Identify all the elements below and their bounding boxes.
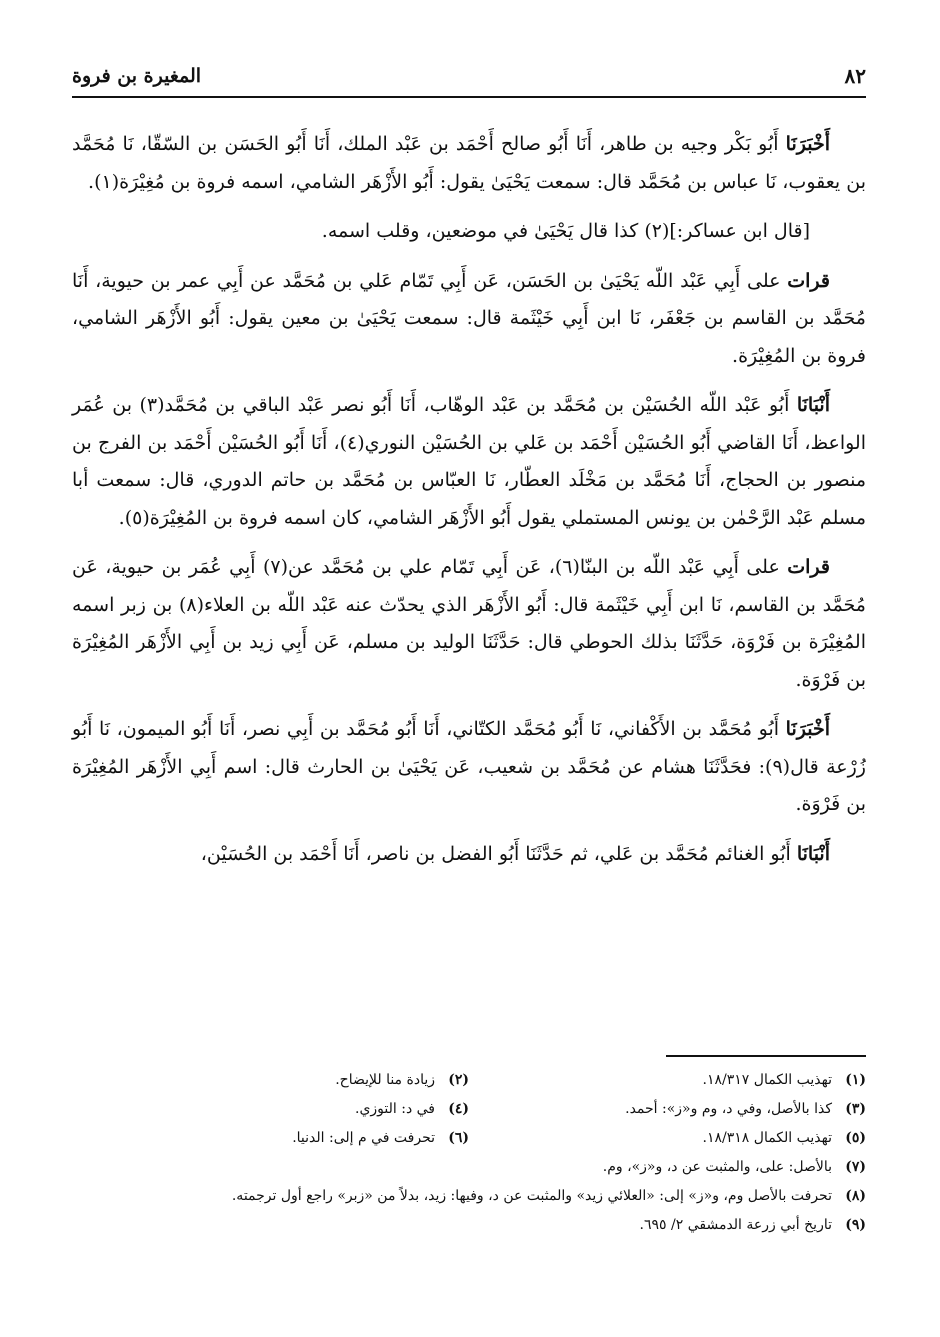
footnote-text: تحرفت بالأصل وم، و«ز» إلى: «العلائي زيد» والمثبت عن د، وفيها: زيد، بدلاً من «زبر» راجع أول ترجمته. — [231, 1188, 832, 1204]
footnote-1 — [469, 1066, 866, 1095]
footnote-row — [72, 1211, 866, 1240]
running-title: المغيرة بن فروة — [72, 65, 202, 87]
footnote-number: (٨) — [845, 1188, 866, 1204]
footnote-text: تهذيب الكمال ١٨/٣١٧. — [702, 1072, 832, 1088]
paragraph-text: على أَبِي عَبْد اللّه بن البنّا(٦)، عَن أَبِي تَمّام علي بن مُحَمَّد عن(٧) أَبِي عُمَر بن حيوية، عَن مُحَمَّد بن القاسم، نَا ابن أَبِي خَيْثَمة قال: أَبُو الأَزْهَر الذي يحدّث عنه عَبْد اللّه بن العلاء(٨) بن زبر اسمه المُغِيْرَة بن فَرْوَة، حَدَّثَنَا بذلك الحوطي قال: حَدَّثَنَا الوليد بن مسلم، عَن أَبِي زيد بن أَبِي الأَزْهَر المُغِيْرَة بن فَرْوَة. — [72, 556, 866, 691]
paragraph-text: أَبُو الغنائم مُحَمَّد بن عَلي، ثم حَدَّثَنَا أَبُو الفضل بن ناصر، أَنَا أَحْمَد بن الحُسَيْن، — [200, 842, 797, 865]
paragraph-4 — [72, 387, 866, 537]
footnote-6 — [72, 1124, 469, 1153]
footnote-row — [72, 1182, 866, 1211]
footnote-number: (٥) — [845, 1130, 866, 1146]
footnote-text: بالأصل: على، والمثبت عن د، و«ز»، وم. — [602, 1159, 832, 1175]
footnotes — [72, 1066, 866, 1240]
paragraph-3 — [72, 263, 866, 376]
footnote-number: (٣) — [845, 1101, 866, 1117]
paragraph-7 — [72, 836, 866, 874]
paragraph-text: أَبُو مُحَمَّد بن الأَكْفاني، نَا أَبُو مُحَمَّد الكتّاني، أَنَا أَبُو مُحَمَّد بن أَبِي نصر، أَنَا أَبُو الميمون، نَا أَبُو زُرْعة قال(٩): فحَدَّثَنَا هشام عن مُحَمَّد بن شعيب، عَن يَحْيَىٰ بن الحارث قال: اسم أَبِي الأَزْهَر المُغِيْرَة بن فَرْوَة. — [72, 718, 866, 815]
footnote-text: زيادة منا للإيضاح. — [335, 1072, 435, 1088]
footnote-text: تاريخ أبي زرعة الدمشقي ٢/ ٦٩٥. — [639, 1217, 832, 1233]
page-header — [72, 56, 866, 98]
paragraph-5 — [72, 549, 866, 699]
footnote-number: (٤) — [448, 1101, 469, 1117]
footnote-number: (٩) — [845, 1217, 866, 1233]
footnote-7 — [72, 1153, 866, 1182]
footnote-9 — [72, 1211, 866, 1240]
paragraph-lead: أَخْبَرَنَا — [785, 718, 830, 740]
footnote-number: (١) — [845, 1072, 866, 1088]
paragraph-lead: قرات — [787, 556, 830, 578]
paragraph-lead: قرات — [787, 269, 830, 292]
footnote-4 — [72, 1095, 469, 1124]
paragraph-6 — [72, 711, 866, 824]
paragraph-2 — [72, 213, 866, 251]
paragraph-lead: أَنْبَانَا — [796, 394, 830, 416]
footnote-3 — [469, 1095, 866, 1124]
footnote-5 — [469, 1124, 866, 1153]
footnote-row — [72, 1095, 866, 1124]
footnote-text: كذا بالأصل، وفي د، وم و«ز»: أحمد. — [625, 1101, 832, 1117]
main-text — [72, 126, 866, 885]
footnote-number: (٧) — [845, 1159, 866, 1175]
footnote-text: تحرفت في م إلى: الدنيا. — [292, 1130, 435, 1146]
footnote-row — [72, 1066, 866, 1095]
paragraph-text: [قال ابن عساكر:](٢) كذا قال يَحْيَىٰ في موضعين، وقلب اسمه. — [321, 220, 810, 242]
page-number: ٨٢ — [844, 64, 866, 88]
footnote-row — [72, 1153, 866, 1182]
paragraph-lead: أَخْبَرَنَا — [785, 133, 830, 155]
paragraph-1 — [72, 126, 866, 201]
paragraph-text: أَبُو بَكْر وجيه بن طاهر، أَنَا أَبُو صالح أَحْمَد بن عَبْد الملك، أَنَا أَبُو الحَسَن بن السّقّا، نَا مُحَمَّد بن يعقوب، نَا عباس بن مُحَمَّد قال: سمعت يَحْيَىٰ يقول: أَبُو الأَزْهَر الشامي، اسمه فروة بن مُغِيْرَة(١). — [72, 133, 866, 193]
footnote-2 — [72, 1066, 469, 1095]
footnote-text: في د: التوزي. — [355, 1101, 435, 1117]
paragraph-text: أَبُو عَبْد اللّه الحُسَيْن بن مُحَمَّد بن عَبْد الوهّاب، أَنَا أَبُو نصر عَبْد الباقي بن مُحَمَّد(٣) بن عُمَر الواعظ، أَنَا القاضي أَبُو الحُسَيْن أَحْمَد بن عَلي بن الحُسَيْن النوري(٤)، أَنَا أَبُو الحُسَيْن أَحْمَد بن الفرج بن منصور بن الحجاج، أَنَا مُحَمَّد بن مَخْلَد العطّار، نَا العبّاس بن مُحَمَّد بن حاتم الدوري، قال: سمعت أبا مسلم عَبْد الرَّحْمٰن بن يونس المستملي يقول أَبُو الأَزْهَر الشامي، كان اسمه فروة بن المُغِيْرَة(٥). — [72, 394, 866, 529]
footnote-text: تهذيب الكمال ١٨/٣١٨. — [702, 1130, 832, 1146]
footnote-row — [72, 1124, 866, 1153]
paragraph-text: على أَبِي عَبْد اللّه يَحْيَىٰ بن الحَسَن، عَن أَبِي تَمّام عَلي بن مُحَمَّد عن أَبِي عمر بن حيوية، أَنَا مُحَمَّد بن القاسم بن جَعْفَر، نَا ابن أَبِي خَيْثَمة قال: سمعت يَحْيَىٰ بن معين يقول: أَبُو الأَزْهَر الشامي، فروة بن المُغِيْرَة. — [72, 269, 866, 367]
footnote-8 — [72, 1182, 866, 1211]
paragraph-lead: أَنْبَانَا — [796, 842, 830, 865]
footnote-number: (٦) — [448, 1130, 469, 1146]
footnote-number: (٢) — [448, 1072, 469, 1088]
footnote-separator — [666, 1055, 866, 1057]
